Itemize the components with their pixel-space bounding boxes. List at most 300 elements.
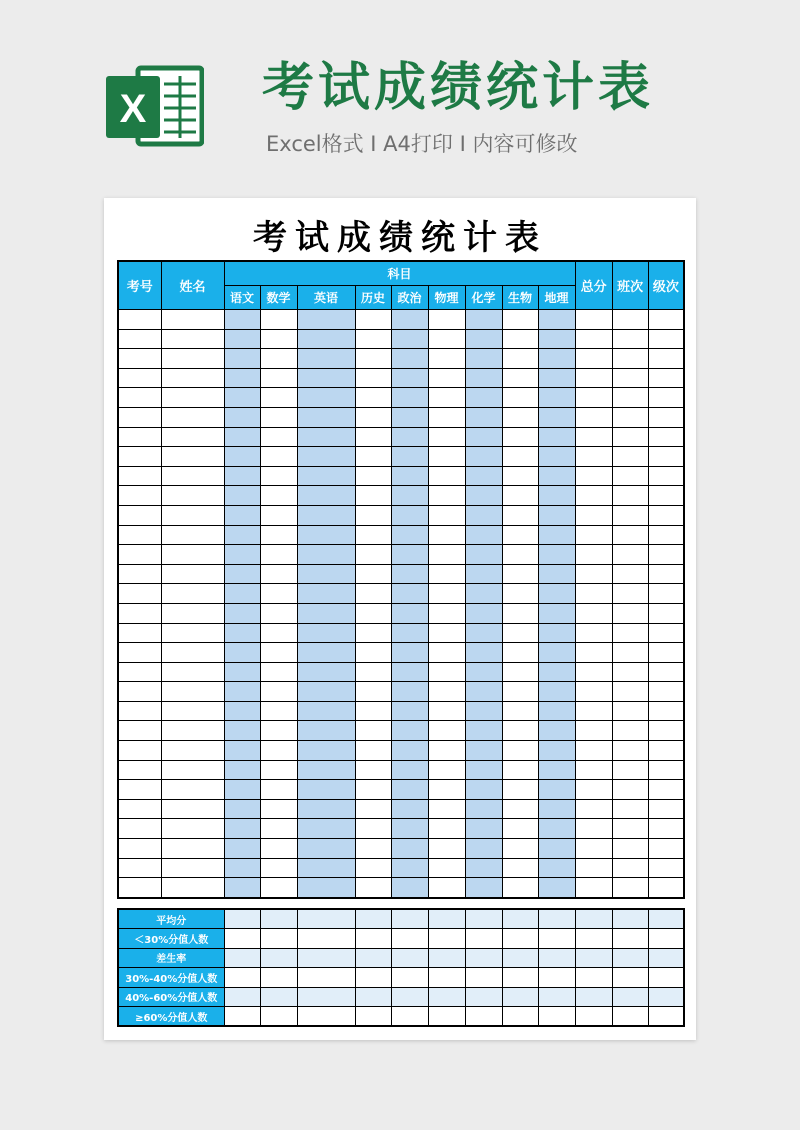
table-cell[interactable] <box>224 819 260 839</box>
table-cell[interactable] <box>648 760 684 780</box>
table-cell[interactable] <box>118 760 161 780</box>
table-cell[interactable] <box>161 545 224 565</box>
table-cell[interactable] <box>260 662 297 682</box>
table-cell[interactable] <box>575 760 612 780</box>
table-cell[interactable] <box>465 525 502 545</box>
table-cell[interactable] <box>391 603 428 623</box>
table-cell[interactable] <box>575 682 612 702</box>
table-cell[interactable] <box>465 780 502 800</box>
table-cell[interactable] <box>612 368 648 388</box>
table-cell[interactable] <box>648 466 684 486</box>
stats-cell[interactable] <box>538 948 575 967</box>
table-cell[interactable] <box>648 407 684 427</box>
table-cell[interactable] <box>612 349 648 369</box>
table-cell[interactable] <box>612 623 648 643</box>
table-cell[interactable] <box>538 545 575 565</box>
table-cell[interactable] <box>648 329 684 349</box>
table-cell[interactable] <box>118 662 161 682</box>
table-cell[interactable] <box>538 584 575 604</box>
table-cell[interactable] <box>428 407 465 427</box>
table-cell[interactable] <box>161 388 224 408</box>
table-cell[interactable] <box>538 839 575 859</box>
stats-cell[interactable] <box>502 909 538 929</box>
table-cell[interactable] <box>161 427 224 447</box>
table-cell[interactable] <box>575 466 612 486</box>
stats-cell[interactable] <box>465 968 502 987</box>
table-cell[interactable] <box>612 819 648 839</box>
table-cell[interactable] <box>575 329 612 349</box>
table-cell[interactable] <box>355 878 391 898</box>
stats-cell[interactable] <box>502 1006 538 1026</box>
table-cell[interactable] <box>502 858 538 878</box>
table-cell[interactable] <box>260 525 297 545</box>
table-cell[interactable] <box>502 564 538 584</box>
table-cell[interactable] <box>297 643 355 663</box>
table-cell[interactable] <box>502 505 538 525</box>
table-cell[interactable] <box>502 701 538 721</box>
table-cell[interactable] <box>538 643 575 663</box>
stats-cell[interactable] <box>648 1006 684 1026</box>
stats-cell[interactable] <box>538 929 575 948</box>
table-cell[interactable] <box>161 349 224 369</box>
table-cell[interactable] <box>118 643 161 663</box>
table-cell[interactable] <box>648 525 684 545</box>
table-cell[interactable] <box>428 584 465 604</box>
table-cell[interactable] <box>297 741 355 761</box>
table-cell[interactable] <box>648 368 684 388</box>
table-cell[interactable] <box>224 486 260 506</box>
table-cell[interactable] <box>224 780 260 800</box>
table-cell[interactable] <box>161 760 224 780</box>
table-cell[interactable] <box>118 721 161 741</box>
table-cell[interactable] <box>161 466 224 486</box>
table-cell[interactable] <box>161 643 224 663</box>
stats-cell[interactable] <box>355 909 391 929</box>
stats-cell[interactable] <box>648 909 684 929</box>
stats-cell[interactable] <box>648 948 684 967</box>
table-cell[interactable] <box>502 799 538 819</box>
table-cell[interactable] <box>538 603 575 623</box>
table-cell[interactable] <box>648 799 684 819</box>
stats-cell[interactable] <box>575 987 612 1006</box>
table-cell[interactable] <box>428 310 465 330</box>
table-cell[interactable] <box>391 721 428 741</box>
table-cell[interactable] <box>502 310 538 330</box>
table-cell[interactable] <box>538 505 575 525</box>
table-cell[interactable] <box>391 741 428 761</box>
table-cell[interactable] <box>260 584 297 604</box>
table-cell[interactable] <box>428 505 465 525</box>
stats-cell[interactable] <box>355 929 391 948</box>
table-cell[interactable] <box>465 447 502 467</box>
table-cell[interactable] <box>260 760 297 780</box>
table-cell[interactable] <box>161 368 224 388</box>
table-cell[interactable] <box>355 603 391 623</box>
stats-cell[interactable] <box>428 929 465 948</box>
table-cell[interactable] <box>297 427 355 447</box>
table-cell[interactable] <box>612 329 648 349</box>
table-cell[interactable] <box>465 839 502 859</box>
table-cell[interactable] <box>224 388 260 408</box>
table-cell[interactable] <box>428 427 465 447</box>
table-cell[interactable] <box>224 799 260 819</box>
stats-cell[interactable] <box>538 968 575 987</box>
table-cell[interactable] <box>260 741 297 761</box>
table-cell[interactable] <box>575 407 612 427</box>
table-cell[interactable] <box>118 525 161 545</box>
stats-cell[interactable] <box>391 948 428 967</box>
table-cell[interactable] <box>161 780 224 800</box>
table-cell[interactable] <box>612 407 648 427</box>
table-cell[interactable] <box>297 878 355 898</box>
table-cell[interactable] <box>224 682 260 702</box>
table-cell[interactable] <box>355 388 391 408</box>
table-cell[interactable] <box>355 486 391 506</box>
table-cell[interactable] <box>391 407 428 427</box>
table-cell[interactable] <box>297 349 355 369</box>
table-cell[interactable] <box>224 447 260 467</box>
stats-cell[interactable] <box>465 948 502 967</box>
table-cell[interactable] <box>224 721 260 741</box>
table-cell[interactable] <box>465 858 502 878</box>
table-cell[interactable] <box>355 427 391 447</box>
table-cell[interactable] <box>161 741 224 761</box>
table-cell[interactable] <box>297 662 355 682</box>
table-cell[interactable] <box>575 368 612 388</box>
table-cell[interactable] <box>428 878 465 898</box>
table-cell[interactable] <box>502 466 538 486</box>
table-cell[interactable] <box>612 486 648 506</box>
stats-cell[interactable] <box>648 987 684 1006</box>
table-cell[interactable] <box>648 603 684 623</box>
table-cell[interactable] <box>538 819 575 839</box>
table-cell[interactable] <box>648 878 684 898</box>
table-cell[interactable] <box>355 545 391 565</box>
table-cell[interactable] <box>355 780 391 800</box>
stats-cell[interactable] <box>224 909 260 929</box>
table-cell[interactable] <box>575 545 612 565</box>
table-cell[interactable] <box>502 447 538 467</box>
table-cell[interactable] <box>118 407 161 427</box>
stats-cell[interactable] <box>428 909 465 929</box>
table-cell[interactable] <box>297 721 355 741</box>
table-cell[interactable] <box>575 486 612 506</box>
stats-cell[interactable] <box>648 929 684 948</box>
table-cell[interactable] <box>538 721 575 741</box>
table-cell[interactable] <box>355 623 391 643</box>
table-cell[interactable] <box>161 447 224 467</box>
table-cell[interactable] <box>355 368 391 388</box>
table-cell[interactable] <box>391 780 428 800</box>
table-cell[interactable] <box>465 545 502 565</box>
stats-cell[interactable] <box>391 909 428 929</box>
table-cell[interactable] <box>538 427 575 447</box>
table-cell[interactable] <box>465 878 502 898</box>
table-cell[interactable] <box>575 447 612 467</box>
stats-cell[interactable] <box>428 987 465 1006</box>
table-cell[interactable] <box>575 878 612 898</box>
table-cell[interactable] <box>612 388 648 408</box>
table-cell[interactable] <box>118 741 161 761</box>
table-cell[interactable] <box>465 701 502 721</box>
table-cell[interactable] <box>391 643 428 663</box>
table-cell[interactable] <box>355 701 391 721</box>
table-cell[interactable] <box>161 310 224 330</box>
table-cell[interactable] <box>428 623 465 643</box>
stats-cell[interactable] <box>260 987 297 1006</box>
table-cell[interactable] <box>538 388 575 408</box>
table-cell[interactable] <box>391 505 428 525</box>
table-cell[interactable] <box>538 447 575 467</box>
table-cell[interactable] <box>355 466 391 486</box>
table-cell[interactable] <box>355 799 391 819</box>
table-cell[interactable] <box>118 388 161 408</box>
table-cell[interactable] <box>612 682 648 702</box>
table-cell[interactable] <box>118 349 161 369</box>
table-cell[interactable] <box>465 662 502 682</box>
table-cell[interactable] <box>502 407 538 427</box>
table-cell[interactable] <box>224 368 260 388</box>
stats-cell[interactable] <box>612 987 648 1006</box>
table-cell[interactable] <box>224 466 260 486</box>
table-cell[interactable] <box>260 623 297 643</box>
table-cell[interactable] <box>391 310 428 330</box>
table-cell[interactable] <box>224 505 260 525</box>
table-cell[interactable] <box>118 545 161 565</box>
table-cell[interactable] <box>260 447 297 467</box>
table-cell[interactable] <box>118 505 161 525</box>
table-cell[interactable] <box>612 799 648 819</box>
table-cell[interactable] <box>575 799 612 819</box>
table-cell[interactable] <box>538 466 575 486</box>
table-cell[interactable] <box>465 310 502 330</box>
stats-cell[interactable] <box>538 987 575 1006</box>
table-cell[interactable] <box>428 839 465 859</box>
table-cell[interactable] <box>502 623 538 643</box>
table-cell[interactable] <box>428 545 465 565</box>
table-cell[interactable] <box>612 662 648 682</box>
table-cell[interactable] <box>260 486 297 506</box>
table-cell[interactable] <box>224 310 260 330</box>
table-cell[interactable] <box>575 780 612 800</box>
table-cell[interactable] <box>502 839 538 859</box>
table-cell[interactable] <box>648 741 684 761</box>
table-cell[interactable] <box>297 329 355 349</box>
table-cell[interactable] <box>428 525 465 545</box>
table-cell[interactable] <box>260 878 297 898</box>
table-cell[interactable] <box>428 564 465 584</box>
table-cell[interactable] <box>224 349 260 369</box>
table-cell[interactable] <box>575 584 612 604</box>
table-cell[interactable] <box>260 701 297 721</box>
stats-cell[interactable] <box>538 1006 575 1026</box>
table-cell[interactable] <box>538 760 575 780</box>
table-cell[interactable] <box>391 584 428 604</box>
table-cell[interactable] <box>355 310 391 330</box>
table-cell[interactable] <box>575 564 612 584</box>
table-cell[interactable] <box>428 819 465 839</box>
table-cell[interactable] <box>224 741 260 761</box>
table-cell[interactable] <box>428 368 465 388</box>
table-cell[interactable] <box>118 368 161 388</box>
table-cell[interactable] <box>297 525 355 545</box>
table-cell[interactable] <box>612 466 648 486</box>
table-cell[interactable] <box>355 662 391 682</box>
table-cell[interactable] <box>465 760 502 780</box>
table-cell[interactable] <box>428 858 465 878</box>
table-cell[interactable] <box>391 662 428 682</box>
table-cell[interactable] <box>612 603 648 623</box>
table-cell[interactable] <box>224 701 260 721</box>
table-cell[interactable] <box>428 329 465 349</box>
stats-cell[interactable] <box>224 929 260 948</box>
table-cell[interactable] <box>118 310 161 330</box>
stats-cell[interactable] <box>502 948 538 967</box>
table-cell[interactable] <box>502 584 538 604</box>
table-cell[interactable] <box>391 819 428 839</box>
stats-cell[interactable] <box>297 987 355 1006</box>
table-cell[interactable] <box>391 623 428 643</box>
table-cell[interactable] <box>465 643 502 663</box>
table-cell[interactable] <box>575 721 612 741</box>
table-cell[interactable] <box>612 701 648 721</box>
table-cell[interactable] <box>465 349 502 369</box>
stats-cell[interactable] <box>612 909 648 929</box>
table-cell[interactable] <box>538 564 575 584</box>
table-cell[interactable] <box>391 368 428 388</box>
table-cell[interactable] <box>538 741 575 761</box>
table-cell[interactable] <box>260 427 297 447</box>
table-cell[interactable] <box>161 878 224 898</box>
table-cell[interactable] <box>260 329 297 349</box>
table-cell[interactable] <box>224 858 260 878</box>
table-cell[interactable] <box>648 486 684 506</box>
stats-cell[interactable] <box>391 987 428 1006</box>
table-cell[interactable] <box>538 486 575 506</box>
table-cell[interactable] <box>502 388 538 408</box>
table-cell[interactable] <box>260 721 297 741</box>
stats-cell[interactable] <box>391 968 428 987</box>
stats-cell[interactable] <box>224 968 260 987</box>
table-cell[interactable] <box>612 447 648 467</box>
table-cell[interactable] <box>297 368 355 388</box>
table-cell[interactable] <box>648 505 684 525</box>
table-cell[interactable] <box>575 349 612 369</box>
stats-cell[interactable] <box>297 948 355 967</box>
stats-cell[interactable] <box>465 929 502 948</box>
table-cell[interactable] <box>575 505 612 525</box>
table-cell[interactable] <box>648 701 684 721</box>
table-cell[interactable] <box>612 721 648 741</box>
table-cell[interactable] <box>648 682 684 702</box>
table-cell[interactable] <box>297 858 355 878</box>
table-cell[interactable] <box>297 760 355 780</box>
stats-cell[interactable] <box>260 968 297 987</box>
table-cell[interactable] <box>502 545 538 565</box>
stats-cell[interactable] <box>465 1006 502 1026</box>
table-cell[interactable] <box>428 388 465 408</box>
table-cell[interactable] <box>260 819 297 839</box>
table-cell[interactable] <box>297 407 355 427</box>
table-cell[interactable] <box>428 682 465 702</box>
table-cell[interactable] <box>355 741 391 761</box>
table-cell[interactable] <box>118 447 161 467</box>
table-cell[interactable] <box>648 858 684 878</box>
table-cell[interactable] <box>612 760 648 780</box>
table-cell[interactable] <box>161 525 224 545</box>
table-cell[interactable] <box>391 858 428 878</box>
table-cell[interactable] <box>502 760 538 780</box>
table-cell[interactable] <box>224 878 260 898</box>
table-cell[interactable] <box>391 427 428 447</box>
table-cell[interactable] <box>224 564 260 584</box>
table-cell[interactable] <box>260 839 297 859</box>
table-cell[interactable] <box>648 310 684 330</box>
table-cell[interactable] <box>260 349 297 369</box>
stats-cell[interactable] <box>575 948 612 967</box>
table-cell[interactable] <box>648 388 684 408</box>
table-cell[interactable] <box>648 447 684 467</box>
table-cell[interactable] <box>118 799 161 819</box>
table-cell[interactable] <box>612 584 648 604</box>
table-cell[interactable] <box>648 564 684 584</box>
table-cell[interactable] <box>465 329 502 349</box>
table-cell[interactable] <box>465 486 502 506</box>
table-cell[interactable] <box>391 799 428 819</box>
table-cell[interactable] <box>161 623 224 643</box>
table-cell[interactable] <box>502 780 538 800</box>
stats-cell[interactable] <box>297 909 355 929</box>
table-cell[interactable] <box>465 466 502 486</box>
table-cell[interactable] <box>612 310 648 330</box>
table-cell[interactable] <box>575 525 612 545</box>
table-cell[interactable] <box>575 819 612 839</box>
table-cell[interactable] <box>612 741 648 761</box>
table-cell[interactable] <box>355 447 391 467</box>
stats-cell[interactable] <box>502 968 538 987</box>
table-cell[interactable] <box>502 662 538 682</box>
stats-cell[interactable] <box>575 909 612 929</box>
table-cell[interactable] <box>297 466 355 486</box>
table-cell[interactable] <box>260 780 297 800</box>
stats-cell[interactable] <box>575 968 612 987</box>
table-cell[interactable] <box>538 682 575 702</box>
stats-cell[interactable] <box>355 987 391 1006</box>
table-cell[interactable] <box>161 701 224 721</box>
stats-cell[interactable] <box>260 909 297 929</box>
table-cell[interactable] <box>502 682 538 702</box>
table-cell[interactable] <box>465 388 502 408</box>
table-cell[interactable] <box>297 839 355 859</box>
table-cell[interactable] <box>260 545 297 565</box>
table-cell[interactable] <box>538 662 575 682</box>
table-cell[interactable] <box>465 721 502 741</box>
table-cell[interactable] <box>355 858 391 878</box>
stats-cell[interactable] <box>224 1006 260 1026</box>
table-cell[interactable] <box>502 643 538 663</box>
table-cell[interactable] <box>428 466 465 486</box>
table-cell[interactable] <box>648 623 684 643</box>
table-cell[interactable] <box>355 760 391 780</box>
table-cell[interactable] <box>612 505 648 525</box>
table-cell[interactable] <box>260 310 297 330</box>
table-cell[interactable] <box>465 623 502 643</box>
stats-cell[interactable] <box>297 929 355 948</box>
table-cell[interactable] <box>465 505 502 525</box>
table-cell[interactable] <box>612 545 648 565</box>
table-cell[interactable] <box>224 407 260 427</box>
table-cell[interactable] <box>538 780 575 800</box>
